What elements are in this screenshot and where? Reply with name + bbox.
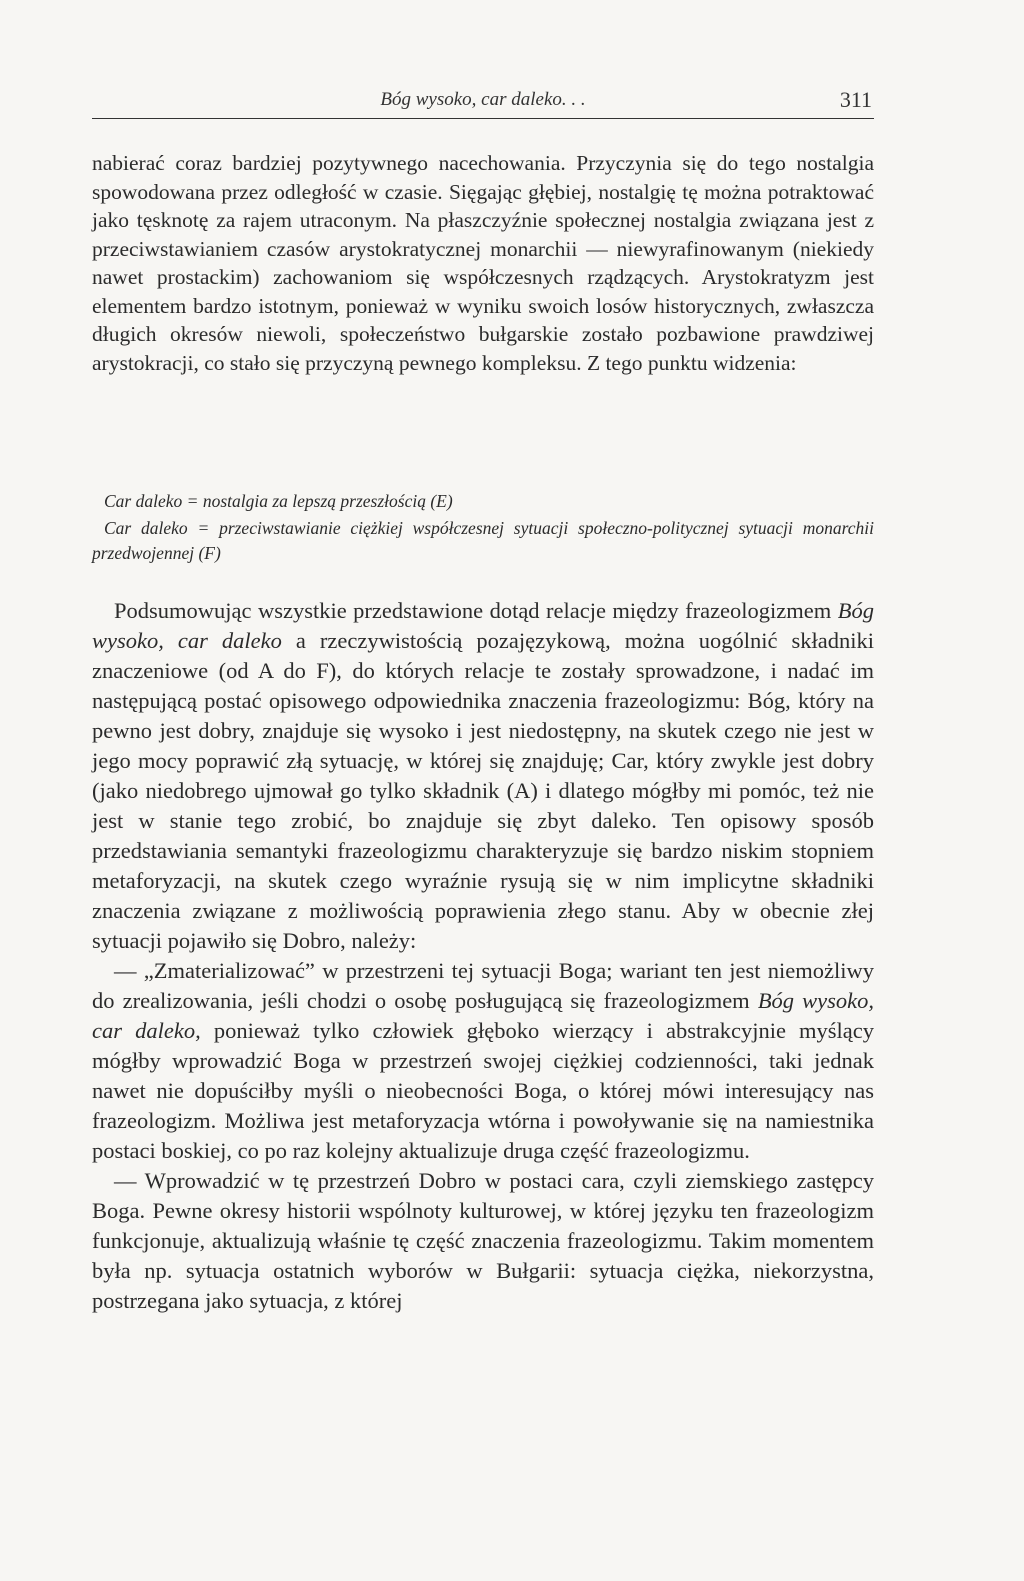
phrase-italic: Bóg wysoko, car daleko: [92, 598, 874, 653]
example-f: [92, 516, 874, 566]
running-title: Bóg wysoko, car daleko. . .: [380, 89, 586, 110]
paragraph-2: [92, 596, 874, 956]
paragraph-2-text-a: Podsumowując wszystkie przedstawione dotąd relacje między frazeologizmem: [114, 598, 832, 623]
paragraph-1: [92, 149, 874, 377]
paragraph-3-text-a: — „Zmaterializować” w przestrzeni tej sytuacji Boga; wariant ten jest niemożliwy do zrealizowania, jeśli chodzi o osobę posługującą się frazeologizmem: [92, 958, 874, 1013]
paragraph-3-text-c: ponieważ tylko człowiek głęboko wierzący i abstrakcyjnie myślący mógłby wprowadzić Boga w przestrzeń swojej ciężkiej codzienności, taki jednak nawet nie dopuściłby myśli o nieobecności Boga, o której mówi interesujący nas frazeologizm. Możliwa jest metaforyzacja wtórna i powoływanie się na namiestnika postaci boskiej, co po raz kolejny aktualizuje druga część frazeologizmu.: [92, 1018, 875, 1163]
example-f-text: Car daleko = przeciwstawianie ciężkiej współczesnej sytuacji społeczno-politycznej sytuacji monarchii przedwojennej (F): [92, 518, 874, 563]
page-number: 311: [839, 87, 872, 112]
paragraph-1-text: nabierać coraz bardziej pozytywnego nacechowania. Przyczynia się do tego nostalgia spowodowana przez odległość w czasie. Sięgając głębiej, nostalgię tę można potraktować jako tęsknotę za rajem utraconym. Na płaszczyźnie społecznej nostalgia związana jest z przeciwstawianiem czasów arystokratycznej monarchii — niewyrafinowanym (niekiedy nawet prostackim) zachowaniom się współczesnych rządzących. Arystokratyzm jest elementem bardzo istotnym, ponieważ w wyniku swoich losów historycznych, zwłaszcza długich okresów niewoli, społeczeństwo bułgarskie zostało pozbawione prawdziwej arystokracji, co stało się przyczyną pewnego kompleksu. Z tego punktu widzenia:: [92, 151, 874, 375]
paragraph-4-text: — Wprowadzić w tę przestrzeń Dobro w postaci cara, czyli ziemskiego zastępcy Boga. Pewne okresy historii wspólnoty kulturowej, w której języku ten frazeologizm funkcjonuje, aktualizują właśnie tę część znaczenia frazeologizmu. Takim momentem była np. sytuacja ostatnich wyborów w Bułgarii: sytuacja ciężka, niekorzystna, postrzegana jako sytuacja, z której: [92, 1168, 874, 1313]
example-e-text: Car daleko = nostalgia za lepszą przeszłością (E): [104, 491, 453, 511]
main-body: [92, 596, 874, 1316]
paragraph-4: [92, 1166, 874, 1316]
phrase-italic: Bóg wysoko, car daleko,: [92, 988, 875, 1043]
paragraph-3: [92, 956, 874, 1166]
paragraph-2-text-c: a rzeczywistością pozajęzykową, można uogólnić składniki znaczeniowe (od A do F), do których relacje te zostały sprowadzone, i nadać im następującą postać opisowego odpowiednika znaczenia frazeologizmu: Bóg, który na pewno jest dobry, znajduje się wysoko i jest niedostępny, na skutek czego nie jest w jego mocy poprawić złą sytuację, w której się znajduję; Car, który zwykle jest dobry (jako niedobrego ujmował go tylko składnik (A) i dlatego mógłby mi pomóc, też nie jest w stanie tego zrobić, bo znajduje się zbyt daleko. Ten opisowy sposób przedstawiania semantyki frazeologizmu charakteryzuje się bardzo niskim stopniem metaforyzacji, na skutek czego wyraźnie rysują się w nim implicytne składniki znaczenia związane z możliwością poprawienia złego stanu. Aby w obecnie złej sytuacji pojawiło się Dobro, należy:: [92, 628, 874, 953]
example-e: [92, 489, 874, 514]
page-header: [92, 86, 874, 119]
